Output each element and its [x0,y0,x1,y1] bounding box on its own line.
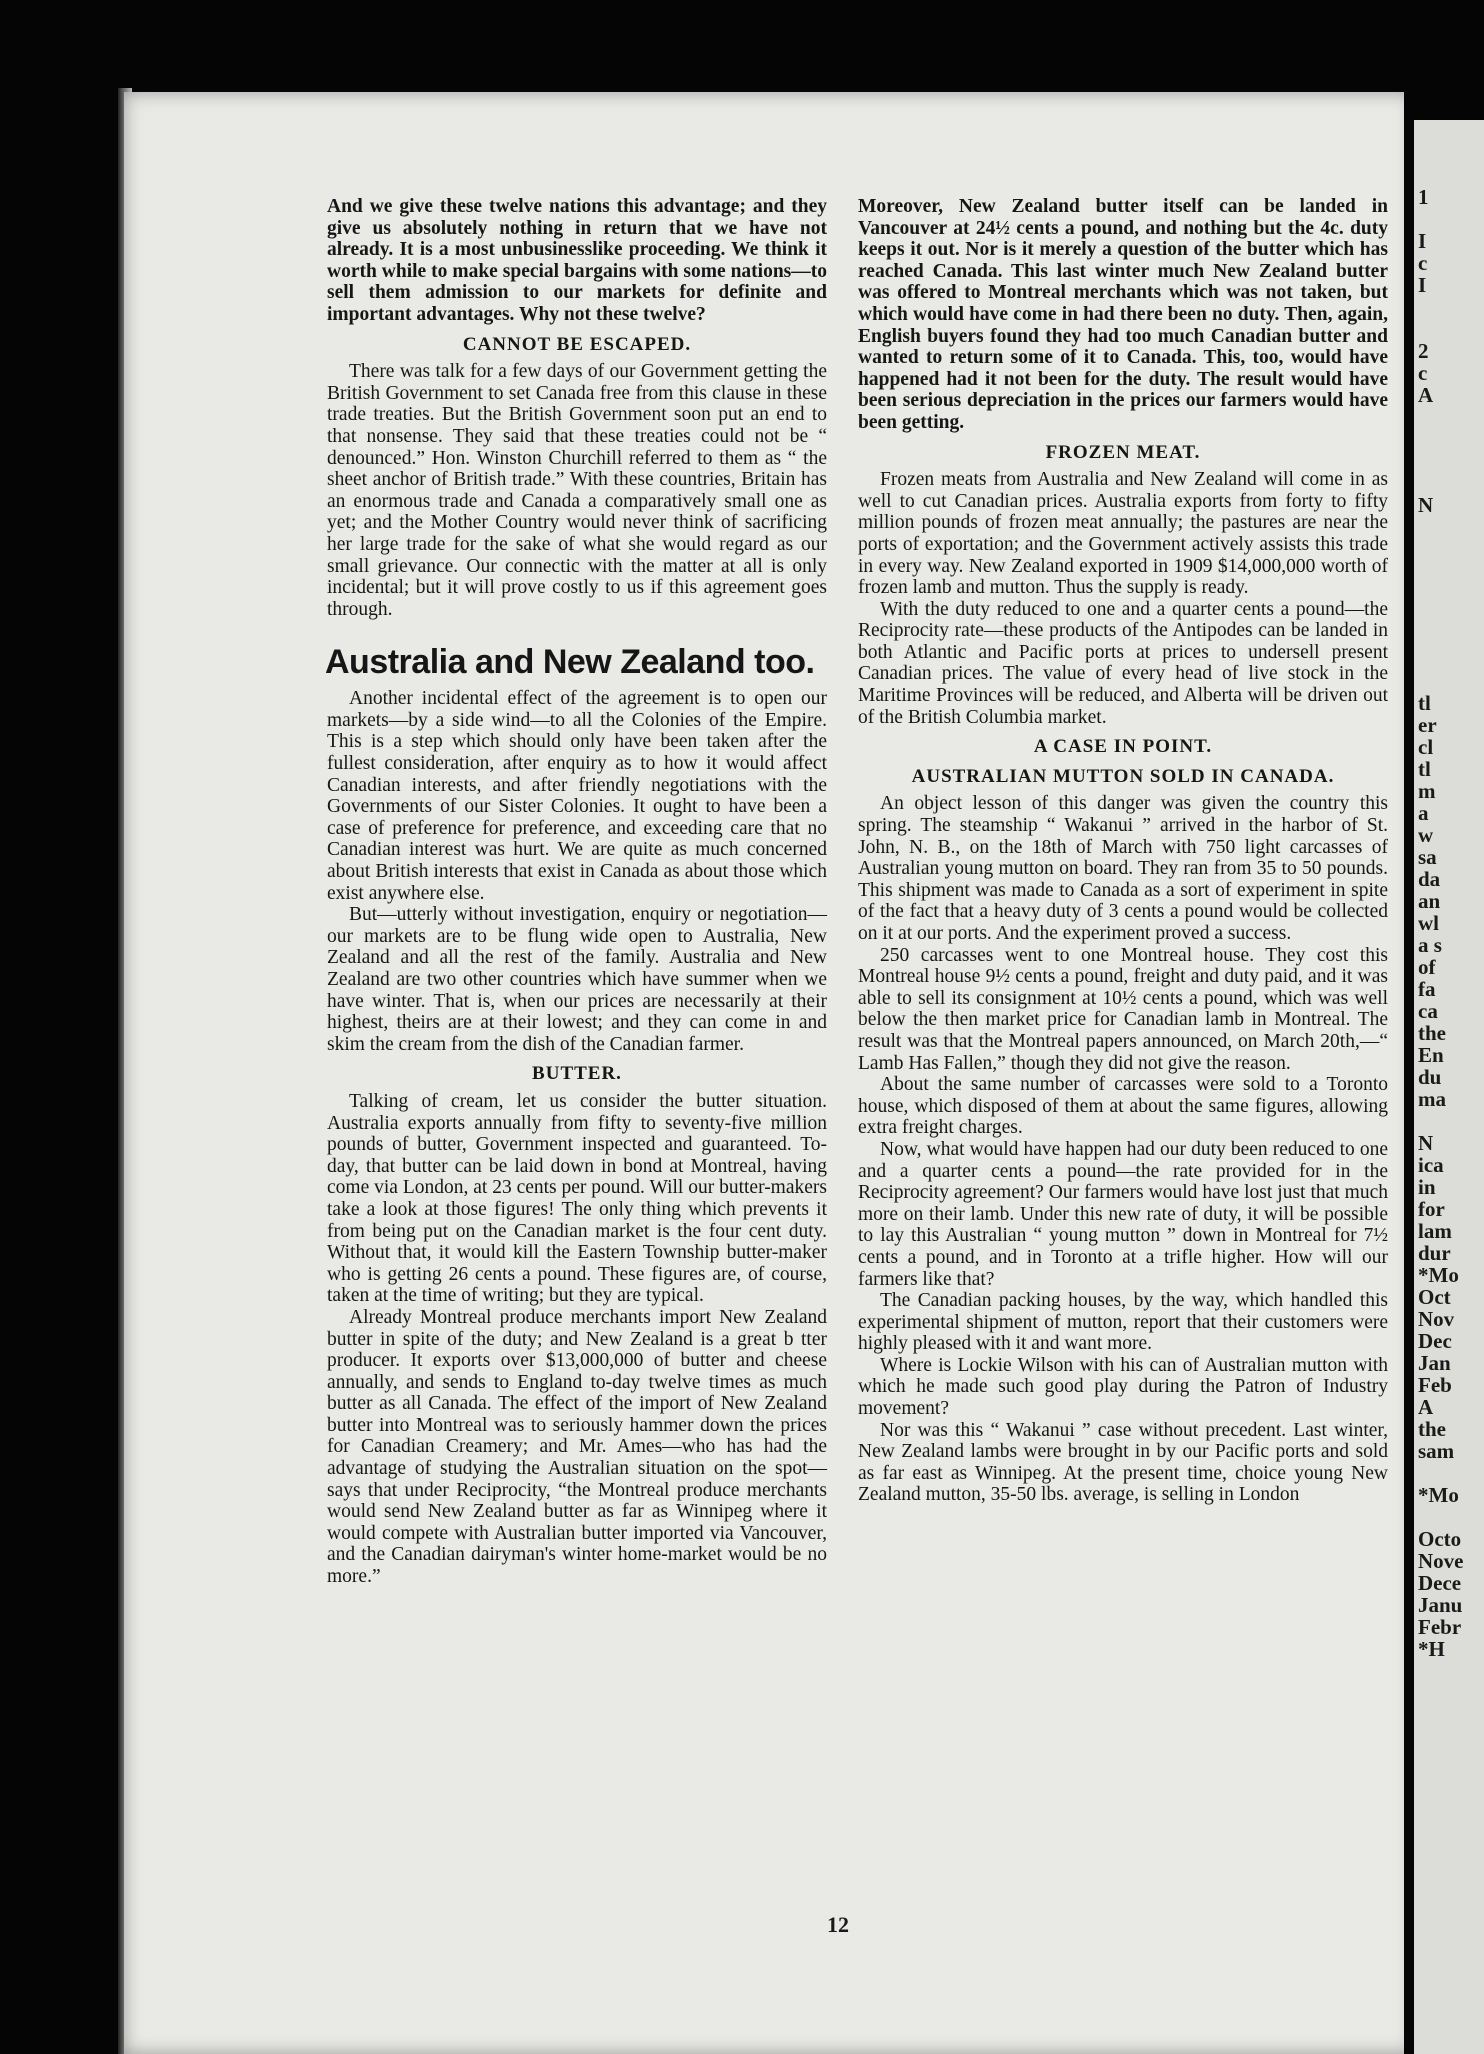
paragraph: Another incidental effect of the agreement is to open our markets—by a side wind—to all the Colonies of the Empire. This is a step which should only have been taken after the fullest consideration, after enquiry as to how it would affect Canadian interests, and after friendly negotiations with the Governments of our Sister Colonies. It ought to have been a case of preference for preference, and exceeding care that no Canadian interest was hurt. We are quite as much concerned about British interests that exist in Canada as about those which exist anywhere else. [327,688,827,904]
left-column [327,196,827,1588]
adjacent-page-line: ica [1418,1153,1444,1177]
adjacent-page-line [1414,296,1484,318]
section-heading-butter: BUTTER. [532,1063,622,1085]
adjacent-page-line [1414,648,1484,670]
adjacent-page-line [1414,516,1484,538]
adjacent-page-line: for [1418,1197,1445,1221]
adjacent-page-line: a [1418,801,1429,825]
adjacent-page-line: N [1418,1131,1434,1155]
adjacent-page-line: A [1418,1395,1434,1419]
paragraph: An object lesson of this danger was given the country this spring. The steamship “ Wakanui ” arrived in the harbor of St. John, N. B., on the 18th of March with 750 light carcasses of Australian young mutton on board. They ran from 35 to 50 pounds. This shipment was made to Canada as a sort of experiment in spite of the fact that a heavy duty of 3 cents a pound would be collected on it at our ports. And the experiment proved a success. [858,793,1388,944]
section-heading-case-in-point: A CASE IN POINT. [1033,736,1213,758]
adjacent-page-line [1414,538,1484,560]
adjacent-page-line: Jan [1418,1351,1451,1375]
adjacent-page-line [1414,142,1484,164]
adjacent-page-line [1414,1110,1484,1132]
adjacent-page-line: Dec [1418,1329,1452,1353]
adjacent-page-line: lam [1418,1219,1452,1243]
adjacent-page-line: an [1418,889,1441,913]
adjacent-page-line: cl [1418,735,1434,759]
paragraph: Talking of cream, let us consider the butter situation. Australia exports annually from fifty to seventy-five million pounds of butter, Government inspected and guaranteed. To-day, that butter can be laid down in bond at Montreal, having come via London, at 23 cents per pound. Will our butter-makers take a look at those figures! The only thing which prevents it from being put on the Canadian market is the four cent duty. Without that, it would kill the Eastern Township butter-maker who is getting 26 cents a pound. These figures are, of course, taken at the time of writing; but they are typical. [327,1090,827,1307]
adjacent-page-line [1414,120,1484,142]
adjacent-page-line: fa [1418,977,1436,1001]
adjacent-page-line [1414,472,1484,494]
adjacent-page-line: *H [1418,1637,1445,1661]
adjacent-page-line: er [1418,713,1437,737]
adjacent-page-line [1414,1506,1484,1528]
adjacent-page-line: w [1418,823,1434,847]
adjacent-page-line: Oct [1418,1285,1451,1309]
paragraph: Frozen meats from Australia and New Zealand will come in as well to cut Canadian prices. Australia exports from forty to fifty million pounds of frozen meat annually; the pastures are near the ports of exportation; and the Government actively assists this trade in every way. New Zealand exported in 1909 $14,000,000 worth of frozen lamb and mutton. Thus the supply is ready. [858,469,1388,599]
paragraph: The Canadian packing houses, by the way, which handled this experimental shipment of mutton, report that their customers were highly pleased with it and want more. [858,1290,1388,1355]
adjacent-page-line: wl [1418,911,1439,935]
adjacent-page-line: *Mo [1418,1483,1459,1507]
adjacent-page-line [1414,208,1484,230]
intro-paragraph: And we give these twelve nations this advantage; and they give us absolutely nothing in return that we have not already. It is a most unbusinesslike proceeding. We think it worth while to make special bargains with some nations—to sell them admission to our markets for definite and important advantages. Why not these twelve? [327,196,827,325]
adjacent-page-line: da [1418,867,1441,891]
adjacent-page-line: Janu [1418,1593,1463,1617]
adjacent-page-line [1414,560,1484,582]
adjacent-page-line: the [1418,1021,1446,1045]
adjacent-page-line [1414,428,1484,450]
adjacent-page-line: a s [1418,933,1442,957]
adjacent-page-line: A [1418,383,1434,407]
adjacent-page-line: N [1418,493,1434,517]
paragraph: Already Montreal produce merchants import New Zealand butter in spite of the duty; and New Zealand is a great b tter producer. It exports over $13,000,000 of butter and cheese annually, and sends to England to-day twelve times as much butter as all Canada. The effect of the import of New Zealand butter into Montreal was to seriously hammer down the prices for Canadian Creamery; and Mr. Ames—who has had the advantage of studying the Australian situation on the spot—says that under Reciprocity, “the Montreal produce merchants would send New Zealand butter as far as Winnipeg where it would compete with Australian butter imported via Vancouver, and the Canadian dairyman's winter home-market would be no more.” [327,1306,827,1588]
adjacent-page-line: c [1418,251,1428,275]
section-heading-frozen-meat: FROZEN MEAT. [1045,441,1201,463]
paragraph: About the same number of carcasses were sold to a Toronto house, which disposed of them at about the same figures, allowing extra freight charges. [858,1074,1388,1139]
adjacent-page-line: En [1418,1043,1444,1067]
page-number: 12 [827,1912,849,1937]
adjacent-page-line: Feb [1418,1373,1452,1397]
section-heading-australia: Australia and New Zealand too. [325,643,815,682]
paragraph: 250 carcasses went to one Montreal house. They cost this Montreal house 9½ cents a pound, freight and duty paid, and it was able to sell its consignment at 10½ cents a pound, which was well below the then market price for Canadian lamb in Montreal. The result was that the Montreal papers announced, on March 20th,—“ Lamb Has Fallen,” though they did not give the reason. [858,944,1388,1074]
adjacent-page-line [1414,406,1484,428]
paragraph: Moreover, New Zealand butter itself can be landed in Vancouver at 24½ cents a pound, and nothing but the 4c. duty keeps it out. Nor is it merely a question of the butter which has reached Canada. This last winter much New Zealand butter was offered to Montreal merchants which was not taken, but which would have come in had there been no duty. Then, again, English buyers found they had too much Canadian butter and wanted to return some of it to Canada. This, too, would have happened had it not been for the duty. The result would have been serious depreciation in the prices our farmers would have been getting. [858,196,1388,433]
adjacent-page-line: Dece [1418,1571,1462,1595]
paragraph: With the duty reduced to one and a quarter cents a pound—the Reciprocity rate—these products of the Antipodes can be landed in both Atlantic and Pacific ports at prices to undersell present Canadian prices. The value of every head of live stock in the Maritime Provinces will be reduced, and Alberta will be driven out of the British Columbia market. [858,598,1388,728]
adjacent-page-line: 2 [1418,339,1429,363]
section-heading-cannot-be-escaped: CANNOT BE ESCAPED. [462,333,692,355]
adjacent-page-fragment [1414,120,1484,2054]
adjacent-page-line: Nove [1418,1549,1464,1573]
adjacent-page-line [1414,626,1484,648]
adjacent-page-line: of [1418,955,1436,979]
adjacent-page-line [1414,1462,1484,1484]
adjacent-page-line: Octo [1418,1527,1462,1551]
right-column [858,196,1388,1506]
paragraph: There was talk for a few days of our Government getting the British Government to set Canada free from this clause in these trade treaties. But the British Government soon put an end to that nonsense. They said that these treaties could not be “ denounced.” Hon. Winston Churchill referred to them as “ the sheet anchor of British trade.” With these countries, Britain has an enormous trade and Canada a comparatively small one as yet; and the Mother Country would never think of sacrificing her large trade for the sake of what she would regard as our small grievance. Our connectic with the matter at all is only incidental; but it will prove costly to us if this agreement goes through. [327,361,827,620]
adjacent-page-line [1414,604,1484,626]
adjacent-page-line: I [1418,273,1427,297]
adjacent-page-line: 1 [1418,185,1429,209]
adjacent-page-line: the [1418,1417,1446,1441]
adjacent-page-line: c [1418,361,1428,385]
adjacent-page-line: in [1418,1175,1436,1199]
adjacent-page-line: Nov [1418,1307,1455,1331]
adjacent-page-line: dur [1418,1241,1451,1265]
adjacent-page-line: ca [1418,999,1438,1023]
adjacent-page-line: m [1418,779,1436,803]
adjacent-page-line: tl [1418,691,1431,715]
paragraph: Nor was this “ Wakanui ” case without precedent. Last winter, New Zealand lambs were brought in by our Pacific ports and sold as far east as Winnipeg. At the present time, choice young New Zealand mutton, 35-50 lbs. average, is selling in London [858,1419,1388,1506]
adjacent-page-line: tl [1418,757,1431,781]
section-heading-australian-mutton: AUSTRALIAN MUTTON SOLD IN CANADA. [911,765,1335,787]
adjacent-page-line [1414,164,1484,186]
adjacent-page-line [1414,318,1484,340]
paragraph: Now, what would have happen had our duty been reduced to one and a quarter cents a pound—the rate provided for in the Reciprocity agreement? Our farmers would have lost just that much more on their lamb. Under this new rate of duty, it will be possible to lay this Australian “ young mutton ” down in Montreal for 7½ cents a pound, and in Toronto at a trifle higher. How will our farmers like that? [858,1138,1388,1290]
paragraph: But—utterly without investigation, enquiry or negotiation—our markets are to be flung wide open to Australia, New Zealand and all the rest of the family. Australia and New Zealand are two other countries which have summer when we have winter. That is, when our prices are necessarily at their highest, theirs are at their lowest; and they can come in and skim the cream from the dish of the Canadian farmer. [327,904,827,1055]
adjacent-page-line: du [1418,1065,1442,1089]
adjacent-page-line [1414,450,1484,472]
paragraph: Where is Lockie Wilson with his can of Australian mutton with which he made such good play during the Patron of Industry movement? [858,1354,1388,1420]
adjacent-page-line [1414,670,1484,692]
adjacent-page-line: ma [1418,1087,1446,1111]
adjacent-page-line: *Mo [1418,1263,1459,1287]
adjacent-page-line: sa [1418,845,1437,869]
adjacent-page-line [1414,582,1484,604]
adjacent-page-line: Febr [1418,1615,1462,1639]
adjacent-page-line: sam [1418,1439,1455,1463]
adjacent-page-line: I [1418,229,1427,253]
